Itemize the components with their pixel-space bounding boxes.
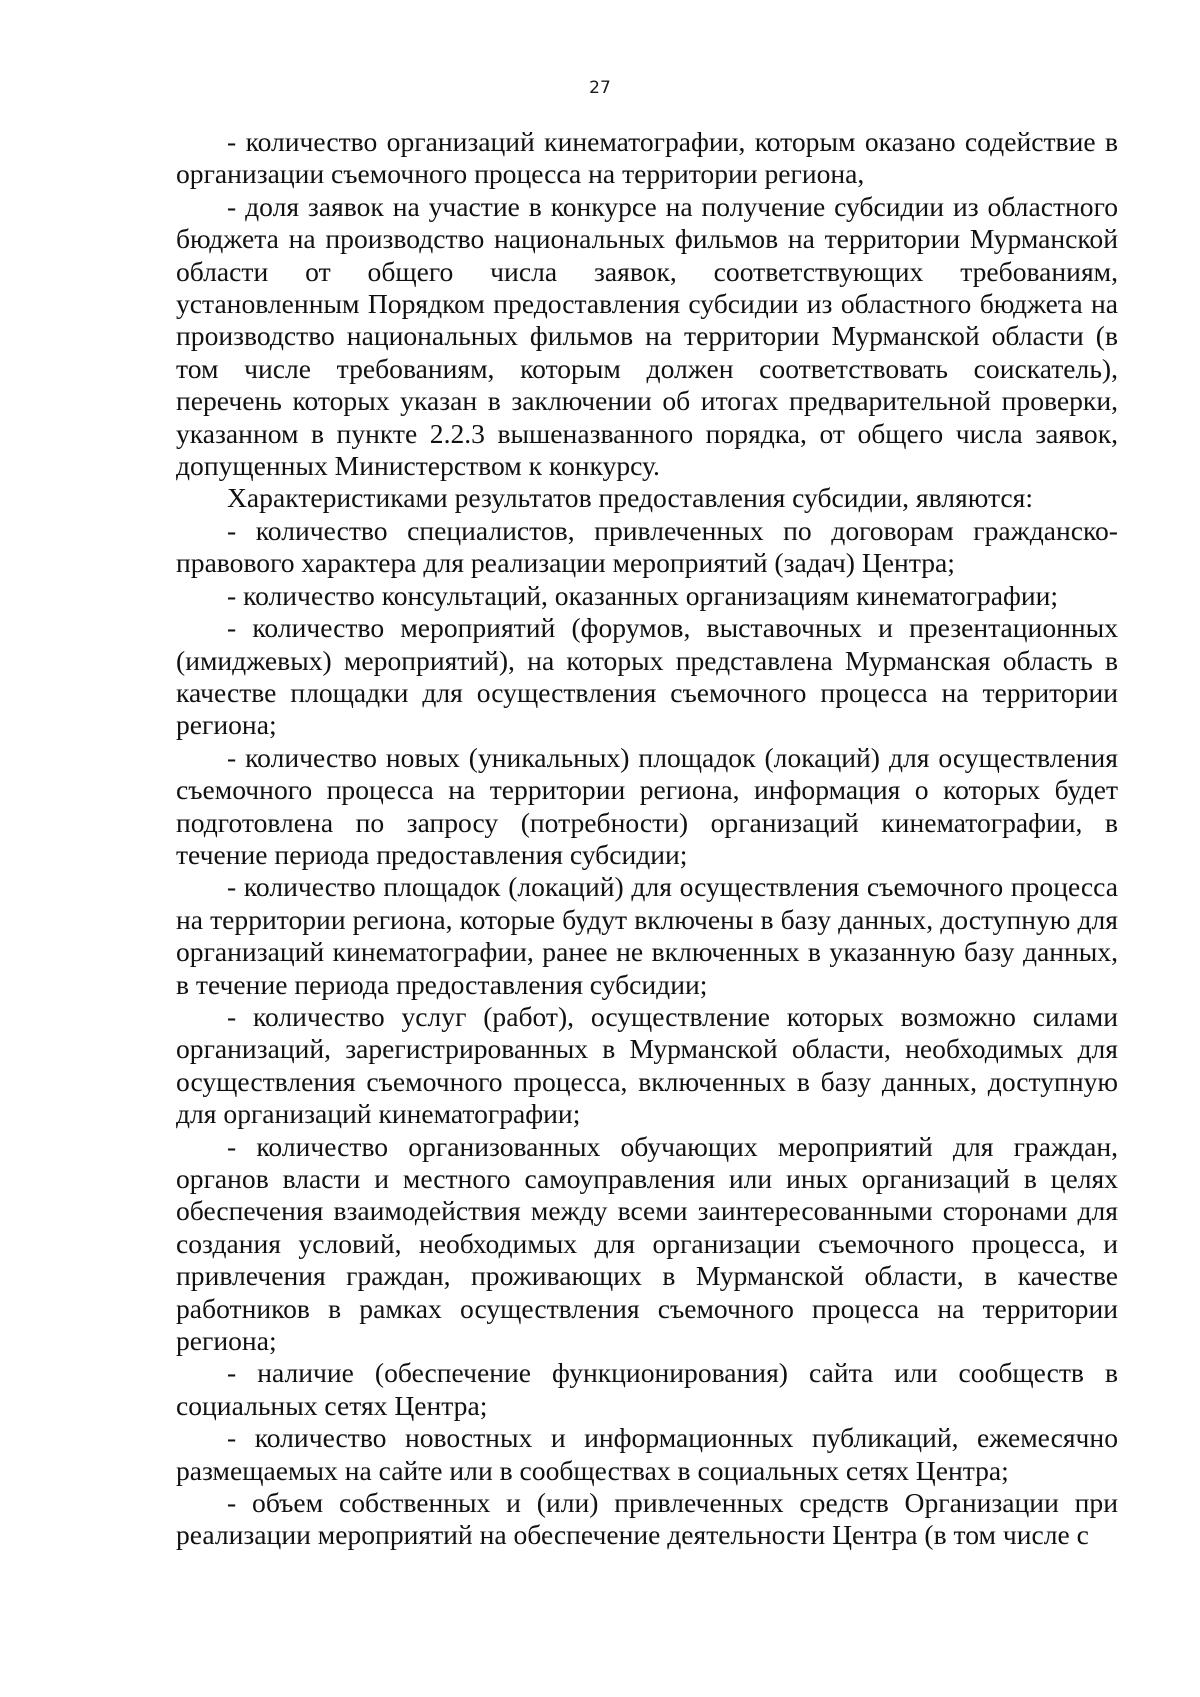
document-body (176, 126, 1118, 1552)
paragraph: - количество консультаций, оказанных организациям кинематографии; (227, 579, 1059, 611)
paragraph: - количество специалистов, привлеченных по договорам гражданско-правового характера для реализации мероприятий (задач) Центра; (176, 514, 1118, 579)
paragraph: - количество новостных и информационных публикаций, ежемесячно размещаемых на сайте или в сообществах в социальных сетях Центра; (176, 1422, 1118, 1486)
paragraph: - количество организаций кинематографии, которым оказано содействие в организации съемочного процесса на территории региона, (176, 126, 1118, 190)
paragraph: - доля заявок на участие в конкурсе на получение субсидии из областного бюджета на производство национальных фильмов на территории Мурманской области от общего числа заявок, соответствующих требованиям, установленным Порядком предоставления субсидии из областного бюджета на производство национальных фильмов на территории Мурманской области (в том числе требованиям, которым должен соответствовать соискатель), перечень которых указан в заключении об итогах предварительной проверки, указанном в пункте 2.2.3 вышеназванного порядка, от общего числа заявок, допущенных Министерством к конкурсу. (176, 190, 1118, 482)
paragraph: - количество новых (уникальных) площадок (локаций) для осуществления съемочного процесса на территории региона, информация о которых будет подготовлена по запросу (потребности) организаций кинематографии, в течение периода предоставления субсидии; (176, 741, 1118, 870)
paragraph: Характеристиками результатов предоставления субсидии, являются: (227, 482, 1033, 514)
paragraph: - количество мероприятий (форумов, выставочных и презентационных (имиджевых) мероприятий), на которых представлена Мурманская область в качестве площадки для осуществления съемочного процесса на территории региона; (176, 612, 1118, 741)
paragraph: - количество организованных обучающих мероприятий для граждан, органов власти и местного самоуправления или иных организаций в целях обеспечения взаимодействия между всеми заинтересованными сторонами для создания условий, необходимых для организации съемочного процесса, и привлечения граждан, проживающих в Мурманской области, в качестве работников в рамках осуществления съемочного процесса на территории региона; (176, 1130, 1118, 1357)
paragraph: - количество площадок (локаций) для осуществления съемочного процесса на территории региона, которые будут включены в базу данных, доступную для организаций кинематографии, ранее не включенных в указанную базу данных, в течение периода предоставления субсидии; (176, 871, 1118, 1000)
paragraph: - количество услуг (работ), осуществление которых возможно силами организаций, зарегистрированных в Мурманской области, необходимых для осуществления съемочного процесса, включенных в базу данных, доступную для организаций кинематографии; (176, 1000, 1118, 1130)
page-number: 27 (589, 78, 611, 98)
paragraph: - наличие (обеспечение функционирования) сайта или сообществ в социальных сетях Центра; (176, 1357, 1118, 1421)
paragraph: - объем собственных и (или) привлеченных средств Организации при реализации мероприятий на обеспечение деятельности Центра (в том числе с (176, 1487, 1118, 1551)
